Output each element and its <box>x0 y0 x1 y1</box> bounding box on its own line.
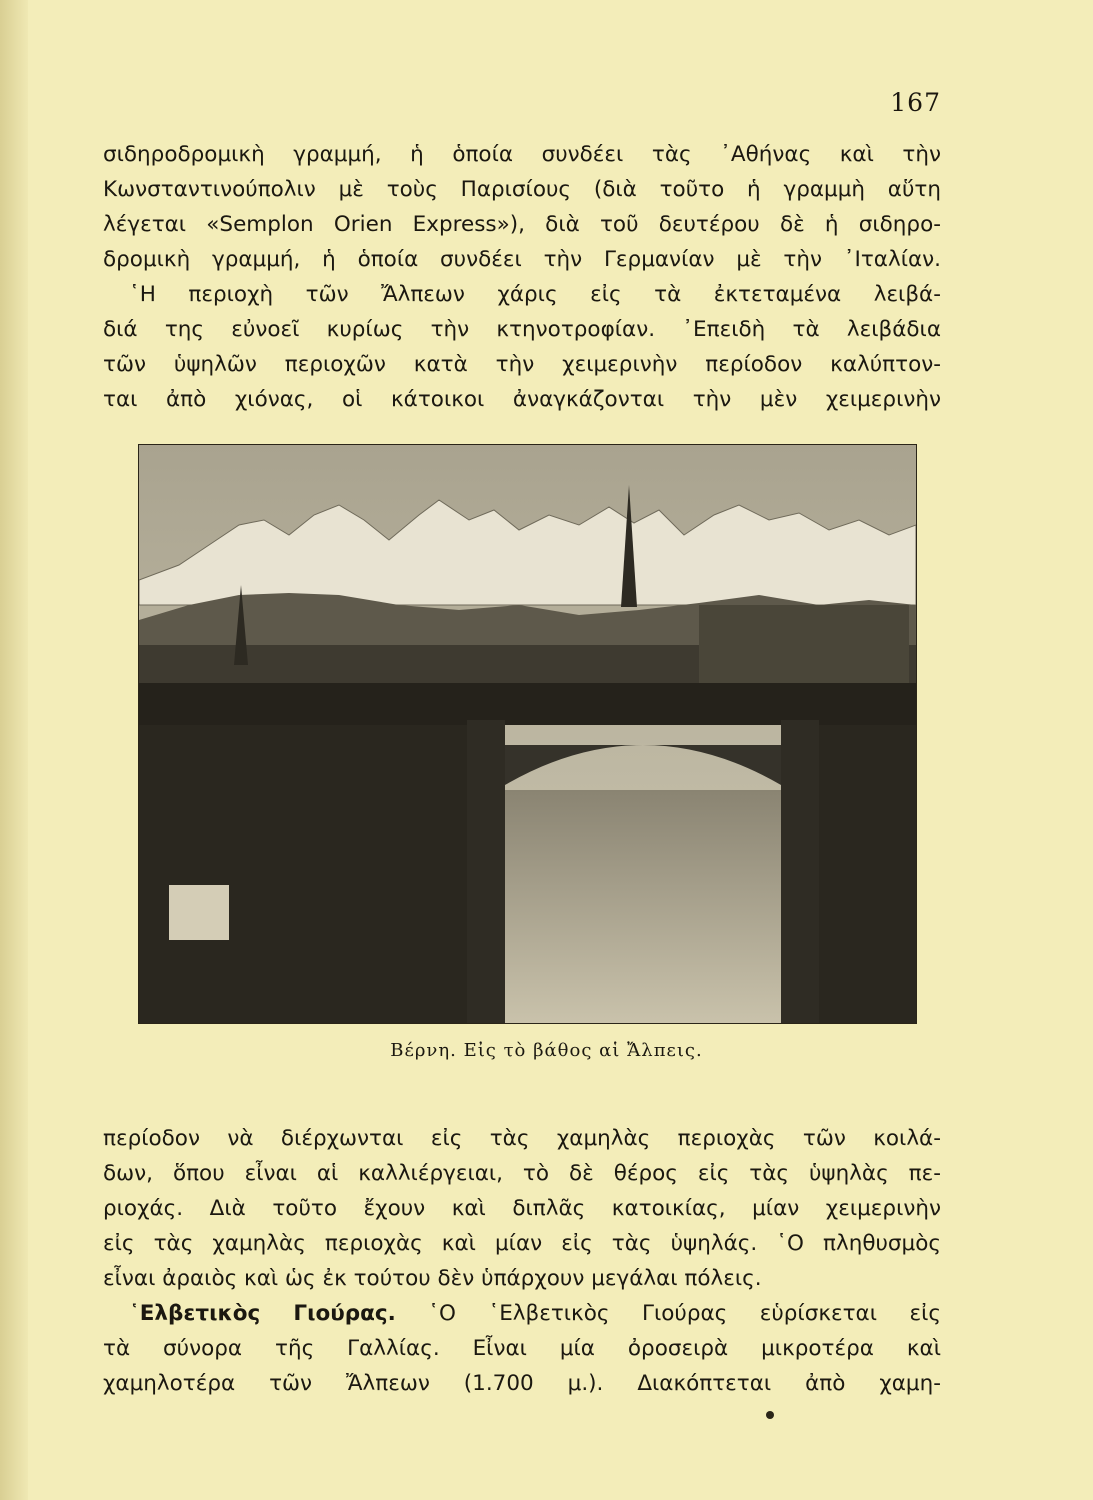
text-line: Κωνσταντινούπολιν μὲ τοὺς Παρισίους (διὰ τοῦτο ἡ γραμμὴ αὕτη <box>103 177 941 202</box>
photo-caption: Βέρνη. Εἰς τὸ βάθος αἱ Ἄλπεις. <box>390 1040 703 1061</box>
text-line: ριοχάς. Διὰ τοῦτο ἔχουν καὶ διπλᾶς κατοικίας, μίαν χειμερινὴν <box>103 1196 941 1221</box>
river-aare <box>505 790 781 1023</box>
text-line: διά της εὐνοεῖ κυρίως τὴν κτηνοτροφίαν. ᾿Επειδὴ τὰ λειβάδια <box>103 317 941 342</box>
text-line: περίοδον νὰ διέρχωνται εἰς τὰς χαμηλὰς περιοχὰς τῶν κοιλά- <box>103 1126 941 1151</box>
text-line: δρομικὴ γραμμή, ἡ ὁποία συνδέει τὴν Γερμανίαν μὲ τὴν ᾿Ιταλίαν. <box>103 247 941 272</box>
text-line: σιδηροδρομικὴ γραμμή, ἡ ὁποία συνδέει τὰς ᾿Αθήνας καὶ τὴν <box>103 142 941 167</box>
text-line: χαμηλοτέρα τῶν Ἄλπεων (1.700 μ.). Διακόπτεται ἀπὸ χαμη- <box>103 1371 941 1396</box>
ink-dot <box>766 1411 774 1419</box>
text-line: τῶν ὑψηλῶν περιοχῶν κατὰ τὴν χειμερινὴν περίοδον καλύπτον- <box>103 352 941 377</box>
bern-photograph <box>138 444 917 1024</box>
page-number: 167 <box>890 88 941 117</box>
top-paragraphs <box>103 137 941 417</box>
forested-bank-left <box>139 725 467 1023</box>
text-line: δων, ὅπου εἶναι αἱ καλλιέργειαι, τὸ δὲ θέρος εἰς τὰς ὑψηλὰς πε- <box>103 1161 941 1186</box>
text-line: εἶναι ἀραιὸς καὶ ὡς ἐκ τούτου δὲν ὑπάρχουν μεγάλαι πόλεις. <box>103 1266 762 1291</box>
bottom-paragraphs <box>103 1121 941 1401</box>
forested-bank-right <box>819 725 916 1023</box>
bridge-deck <box>139 683 916 725</box>
bridge-pillar-left <box>467 720 505 1023</box>
text-line: ται ἀπὸ χιόνας, οἱ κάτοικοι ἀναγκάζονται τὴν μὲν χειμερινὴν <box>103 387 941 412</box>
text-line: εἰς τὰς χαμηλὰς περιοχὰς καὶ μίαν εἰς τὰς ὑψηλάς. ῾Ο πληθυσμὸς <box>103 1231 941 1256</box>
text-line: λέγεται «Semplon Orien Express»), διὰ τοῦ δευτέρου δὲ ἡ σιδηρο- <box>103 212 941 237</box>
text-line: ῾Ελβετικὸς Γιούρας. ῾Ο ῾Ελβετικὸς Γιούρας εὑρίσκεται εἰς <box>129 1301 941 1326</box>
text-line: τὰ σύνορα τῆς Γαλλίας. Εἶναι μία ὀροσειρὰ μικροτέρα καὶ <box>103 1336 941 1361</box>
bridge-pillar-right <box>781 720 819 1023</box>
riverside-building <box>169 885 229 940</box>
page-edge-shadow <box>0 0 28 1500</box>
section-heading-jura: ῾Ελβετικὸς Γιούρας. <box>129 1301 396 1326</box>
text-line: ῾Η περιοχὴ τῶν Ἄλπεων χάρις εἰς τὰ ἐκτεταμένα λειβά- <box>129 282 941 307</box>
buildings-right <box>699 605 909 685</box>
bern-bridge-illustration <box>139 445 916 1023</box>
